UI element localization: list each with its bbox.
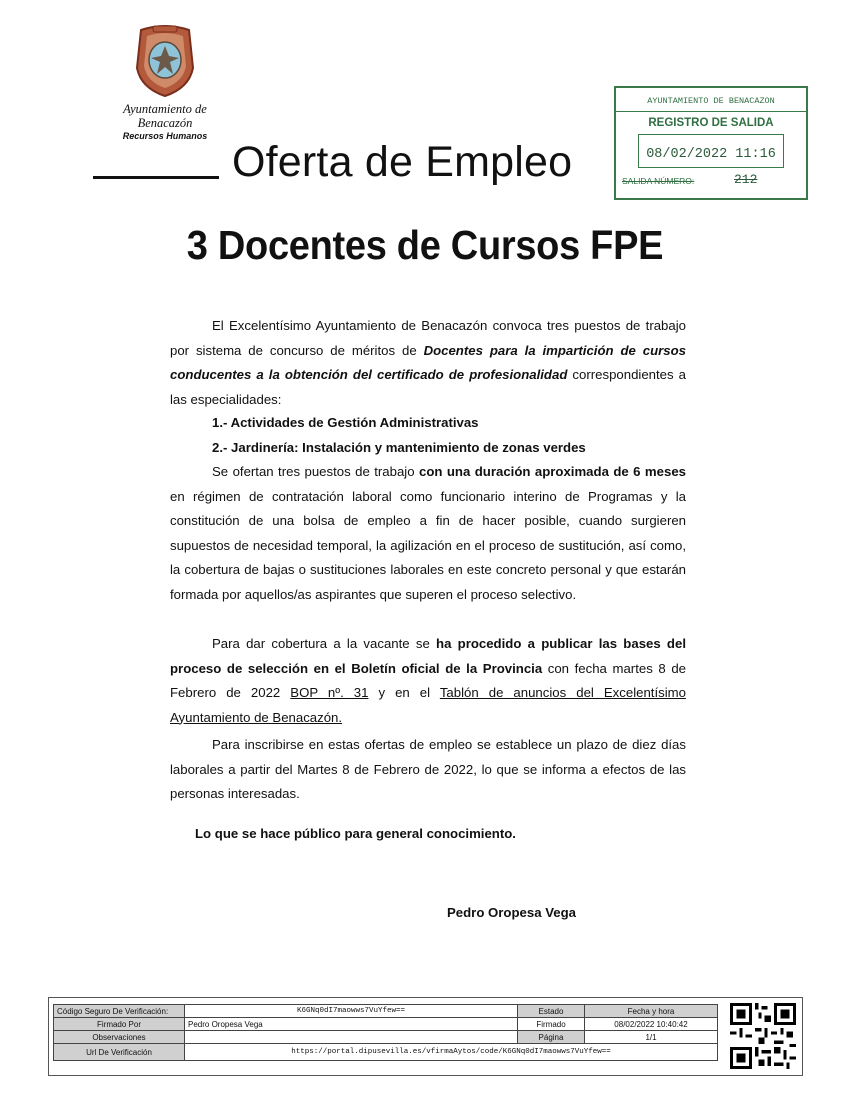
stamp-organization: AYUNTAMIENTO DE BENACAZON	[647, 96, 775, 106]
status-value: Firmado	[518, 1018, 585, 1031]
code-value: K6GNq0dI7maowws7VuYfew==	[185, 1005, 518, 1018]
url-label: Url De Verificación	[54, 1044, 185, 1061]
status-label: Estado	[518, 1005, 585, 1018]
stamp-datetime: 08/02/2022 11:16	[646, 147, 776, 162]
datetime-value: 08/02/2022 10:40:42	[585, 1018, 718, 1031]
bop-link[interactable]: BOP nº. 31	[290, 685, 369, 700]
page-label: Página	[518, 1031, 585, 1044]
intro-text-end: correspondientes a las especialidades:	[170, 367, 686, 407]
table-row	[54, 1044, 718, 1061]
offer-details-paragraph	[170, 460, 686, 607]
closing-statement: Lo que se hace público para general conocimiento.	[195, 826, 516, 841]
stamp-label: REGISTRO DE SALIDA	[648, 117, 774, 129]
specialty-item-2: 2.- Jardinería: Instalación y mantenimiento de zonas verdes	[212, 440, 586, 455]
table-row	[54, 1018, 718, 1031]
municipal-coat-of-arms-logo	[133, 24, 197, 98]
registration-paragraph: Para inscribirse en estas ofertas de empleo se establece un plazo de diez días laborales a partir del Martes 8 de Febrero de 2022, lo que se informa a efectos de las personas interesadas.	[170, 737, 686, 801]
signed-by-value: Pedro Oropesa Vega	[185, 1018, 518, 1031]
specialty-item-1: 1.- Actividades de Gestión Administrativas	[212, 415, 479, 430]
offer-text: Se ofertan tres puestos de trabajo	[212, 464, 419, 479]
publication-text: Para dar cobertura a la vacante se	[212, 636, 437, 651]
code-label: Código Seguro De Verificación:	[54, 1005, 185, 1018]
page-value: 1/1	[585, 1031, 718, 1044]
organization-name-line-1: Ayuntamiento de	[123, 102, 207, 116]
datetime-label: Fecha y hora	[585, 1005, 718, 1018]
signed-by-label: Firmado Por	[54, 1018, 185, 1031]
publication-date-text: con fecha martes 8 de Febrero de 2022	[170, 660, 686, 700]
organization-name-line-2: Benacazón	[137, 116, 193, 130]
observations-label: Observaciones	[54, 1031, 185, 1044]
intro-emphasis: Docentes para la impartición de cursos conducentes a la obtención del certificado de profesionalidad	[170, 342, 686, 382]
table-row	[54, 1031, 718, 1044]
department-name: Recursos Humanos	[122, 131, 208, 141]
stamp-number: 212	[734, 172, 758, 187]
publication-connector: y en el	[368, 685, 440, 700]
title-rule	[93, 176, 219, 179]
intro-paragraph	[170, 314, 686, 412]
registry-stamp	[614, 86, 808, 200]
document-title: Oferta de Empleo	[232, 138, 573, 186]
signer-name: Pedro Oropesa Vega	[447, 905, 576, 920]
table-row	[54, 1005, 718, 1018]
offer-duration: con una duración aproximada de 6 meses	[418, 464, 686, 479]
intro-text: El Excelentísimo Ayuntamiento de Benacazón convoca tres puestos de trabajo por sistema de concurso de méritos de	[170, 318, 686, 358]
offer-subtitle: 3 Docentes de Cursos FPE	[186, 223, 664, 269]
notice-board-link[interactable]: Tablón de anuncios del Excelentísimo Ayuntamiento de Benacazón.	[170, 685, 686, 725]
observations-value	[185, 1031, 518, 1044]
publication-paragraph	[170, 632, 686, 730]
qr-code-icon	[730, 1003, 796, 1069]
stamp-number-label: SALIDA NÚMERO:	[622, 176, 695, 186]
verification-table	[53, 1004, 718, 1061]
offer-text-end: en régimen de contratación laboral como funcionario interino de Programas y la constitución de una bolsa de empleo a fin de hacer posible, cuando surgieren supuestos de necesidad temporal, la agilización en el proceso de sustitución, así como, la cobertura de bajas o sustituciones laborales en este concreto personal y que estarán formada por aquellos/as aspirantes que superen el proceso selectivo.	[170, 488, 686, 602]
verification-url[interactable]: https://portal.dipusevilla.es/vfirmaAytos/code/K6GNq0dI7maowws7VuYfew==	[185, 1044, 718, 1061]
stamp-divider	[616, 111, 806, 112]
publication-emphasis: ha procedido a publicar las bases del proceso de selección en el Boletín oficial de la Provincia	[170, 636, 686, 676]
